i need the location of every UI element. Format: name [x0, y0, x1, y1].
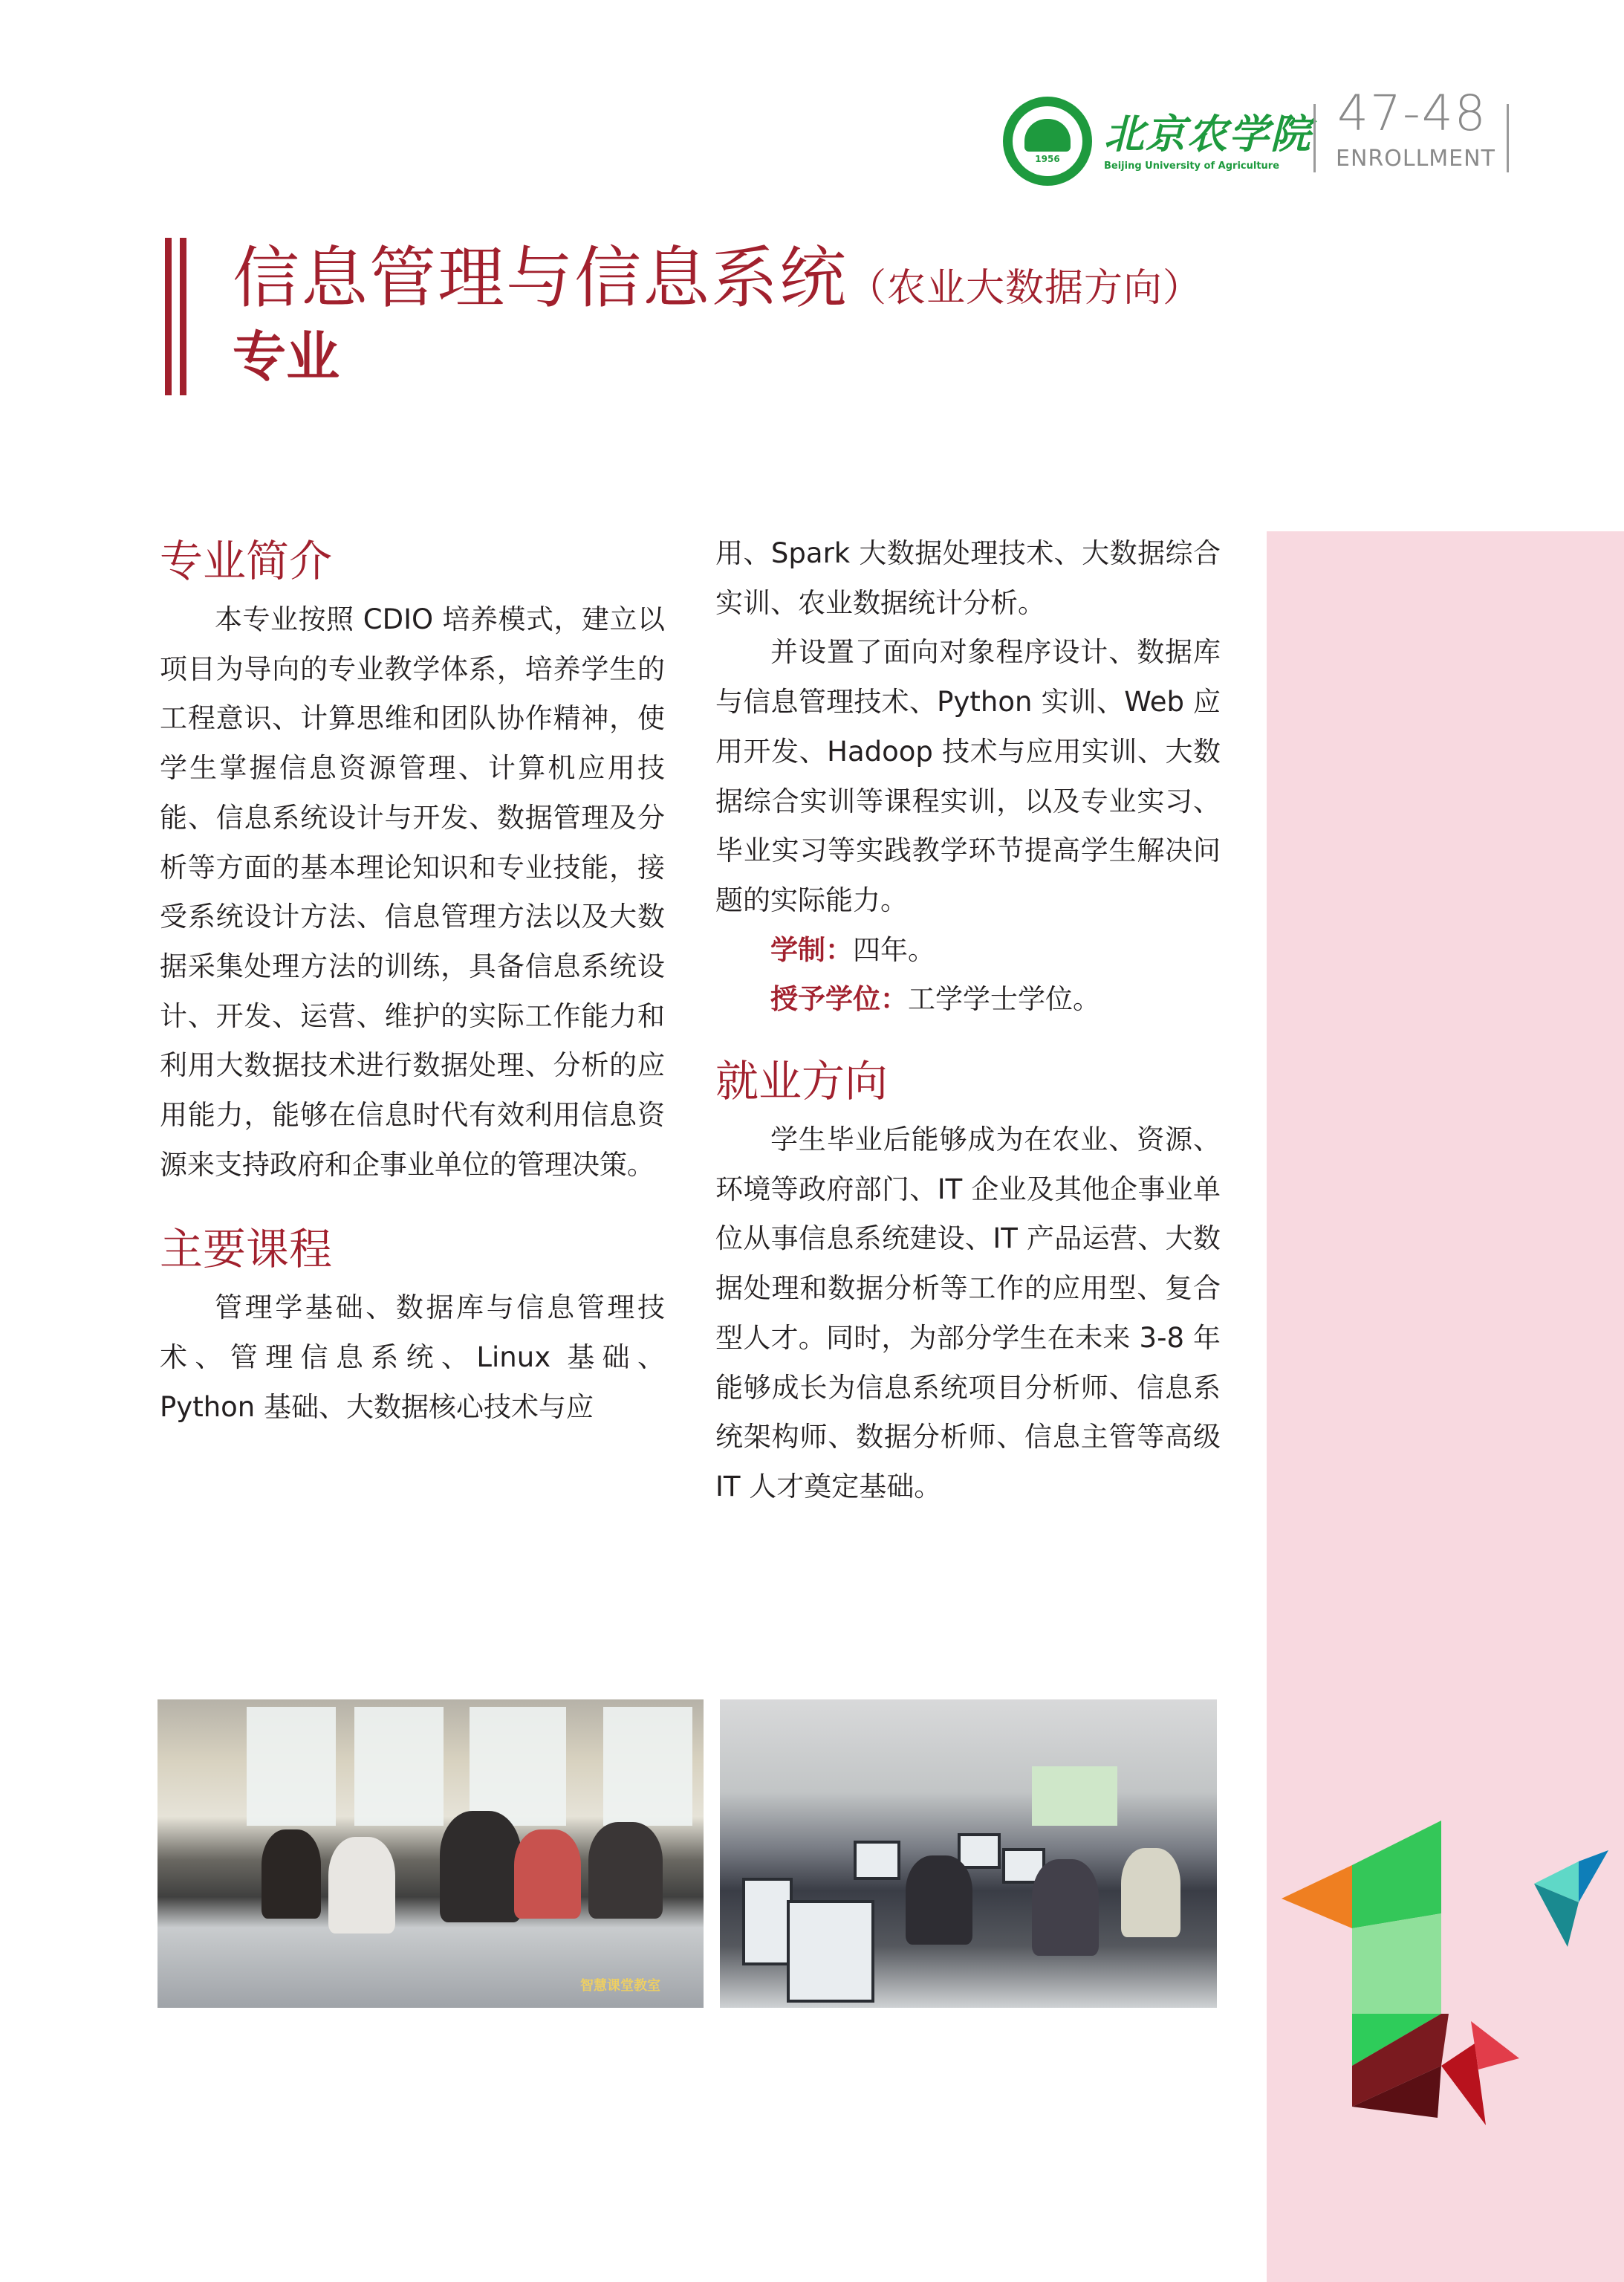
computer-lab-photo — [720, 1699, 1217, 2008]
title-bar-left — [165, 238, 172, 395]
courses-heading: 主要课程 — [160, 1224, 333, 1275]
geometric-decoration — [1282, 1821, 1624, 2148]
major-title-direction: （农业大数据方向） — [848, 266, 1203, 311]
university-logo — [1003, 93, 1312, 189]
major-title — [233, 238, 1202, 329]
intro-text: 本专业按照 CDIO 培养模式，建立以项目为导向的专业教学体系，培养学生的工程意识、计算思维和团队协作精神，使学生掌握信息资源管理、计算机应用技能、信息系统设计与开发、数据管理及分析等方面的基本理论知识和专业技能，接受系统设计方法、信息管理方法以及大数据采集处理方法的训练，具备信息系统设计、开发、运营、维护的实际工作能力和利用大数据技术进行数据处理、分析的应用能力，能够在信息时代有效利用信息资源来支持政府和企事业单位的管理决策。 — [160, 603, 665, 1181]
career-heading: 就业方向 — [715, 1056, 889, 1107]
seal-year: 1956 — [1035, 153, 1060, 164]
intro-heading: 专业简介 — [160, 536, 333, 586]
courses-text-continued: 用、Spark 大数据处理技术、大数据综合实训、农业数据统计分析。 — [715, 537, 1221, 619]
header-divider — [1313, 104, 1316, 172]
university-seal-icon — [1003, 97, 1092, 186]
left-column — [160, 531, 665, 1433]
section-label: ENROLLMENT — [1336, 146, 1495, 172]
logo-chinese-name: 北京农学院 — [1104, 109, 1312, 158]
page-numbers: 47-48 — [1337, 85, 1487, 142]
logo-english-name: Beijing University of Agriculture — [1104, 160, 1280, 172]
major-title-main: 信息管理与信息系统 — [233, 239, 848, 317]
header-divider-right — [1507, 104, 1509, 172]
major-title-suffix: 专业 — [233, 325, 340, 388]
degree-value: 工学学士学位。 — [908, 983, 1100, 1016]
degree-label: 授予学位： — [770, 983, 908, 1016]
classroom-photo — [157, 1699, 704, 2008]
practice-text: 并设置了面向对象程序设计、数据库与信息管理技术、Python 实训、Web 应用开发、Hadoop 技术与应用实训、大数据综合实训等课程实训，以及专业实习、毕业实习等实践教学环节提高学生解决问题的实际能力。 — [715, 636, 1221, 916]
degree-row — [715, 975, 1221, 1025]
duration-value: 四年。 — [853, 933, 935, 966]
photo-caption: 智慧课堂教室 — [580, 1978, 660, 1994]
career-text: 学生毕业后能够成为在农业、资源、环境等政府部门、IT 企业及其他企事业单位从事信息系统建设、IT 产品运营、大数据处理和数据分析等工作的应用型、复合型人才。同时，为部分学生在未来 3-8 年能够成长为信息系统项目分析师、信息系统架构师、数据分析师、信息主管等高级 IT 人才奠定基础。 — [715, 1124, 1221, 1503]
courses-text: 管理学基础、数据库与信息管理技术、管理信息系统、Linux 基础、Python 基础、大数据核心技术与应 — [160, 1291, 665, 1423]
right-column — [715, 529, 1221, 1512]
duration-label: 学制： — [770, 933, 853, 966]
duration-row — [715, 926, 1221, 976]
title-bar-right — [180, 238, 186, 395]
